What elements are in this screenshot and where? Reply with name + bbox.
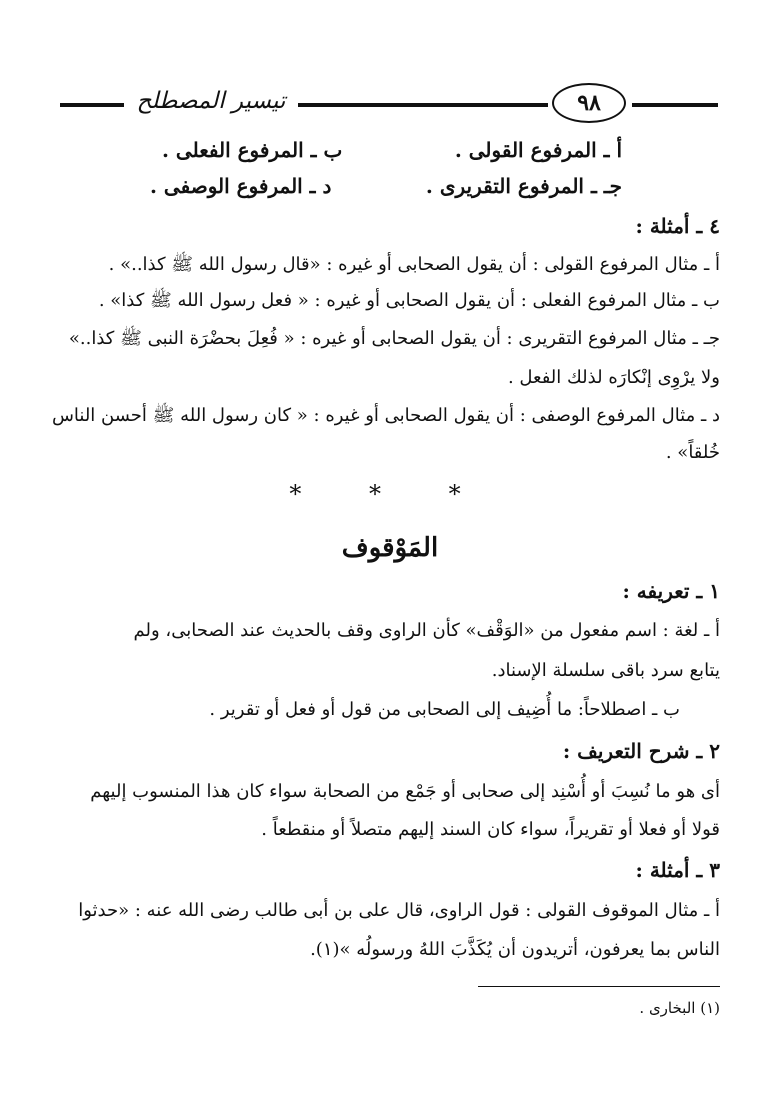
explanation-heading: ٢ ـ شرح التعريف :	[562, 739, 720, 763]
separator-stars: * * *	[289, 480, 491, 508]
footnote: (١) البخارى .	[639, 999, 720, 1017]
page-number: ٩٨	[577, 90, 601, 116]
examples-heading: ٤ ـ أمثلة :	[635, 214, 720, 238]
explanation-line1: أى هو ما نُسِبَ أو أُسْنِد إلى صحابى أو جَمْع من الصحابة سواء كان هذا المنسوب إليهم	[90, 781, 720, 802]
example-a: أ ـ مثال المرفوع القولى : أن يقول الصحابى أو غيره : «قال رسول الله ﷺ كذا..» .	[108, 254, 720, 275]
type-a: أ ـ المرفوع القولى .	[454, 138, 622, 162]
definition-lang-line2: يتابع سرد باقى سلسلة الإسناد.	[491, 660, 720, 681]
header-rule-right	[632, 103, 718, 107]
type-c: جـ ـ المرفوع التقريرى .	[425, 174, 622, 198]
section-title: المَوْقوف	[341, 533, 439, 563]
header-rule-left	[60, 103, 124, 107]
explanation-line2: قولا أو فعلا أو تقريراً، سواء كان السند إليهم متصلاً أو منقطعاً .	[261, 819, 720, 840]
example-c-line2: ولا يرْوِى إنْكارَه لذلك الفعل .	[507, 367, 720, 388]
examples2-a-line1: أ ـ مثال الموقوف القولى : قول الراوى، قال على بن أبى طالب رضى الله عنه : «حدثوا	[78, 900, 720, 921]
example-d-line1: د ـ مثال المرفوع الوصفى : أن يقول الصحابى أو غيره : « كان رسول الله ﷺ أحسن الناس	[51, 405, 720, 426]
example-c-line1: جـ ـ مثال المرفوع التقريرى : أن يقول الصحابى أو غيره : « فُعِلَ بحضْرَة النبى ﷺ كذا..»	[68, 328, 720, 349]
page-number-oval	[552, 83, 626, 123]
type-b: ب ـ المرفوع الفعلى .	[162, 138, 343, 162]
definition-heading: ١ ـ تعريفه :	[622, 579, 720, 603]
example-b: ب ـ مثال المرفوع الفعلى : أن يقول الصحابى أو غيره : « فعل رسول الله ﷺ كذا» .	[98, 290, 720, 311]
footnote-rule	[478, 986, 720, 987]
examples2-heading: ٣ ـ أمثلة :	[635, 858, 720, 882]
example-d-line2: خُلقاً» .	[665, 442, 720, 463]
header-rule-middle	[298, 103, 548, 107]
definition-lang-line1: أ ـ لغة : اسم مفعول من «الوَقْف» كأن الراوى وقف بالحديث عند الصحابى، ولم	[133, 620, 720, 641]
definition-term: ب ـ اصطلاحاً: ما أُضِيف إلى الصحابى من قول أو فعل أو تقرير .	[209, 699, 680, 720]
type-d: د ـ المرفوع الوصفى .	[150, 174, 332, 198]
running-title: تيسير المصطلح	[136, 88, 286, 114]
examples2-a-line2: الناس بما يعرفون، أتريدون أن يُكَذَّبَ اللهُ ورسولُه »(١).	[310, 939, 720, 960]
